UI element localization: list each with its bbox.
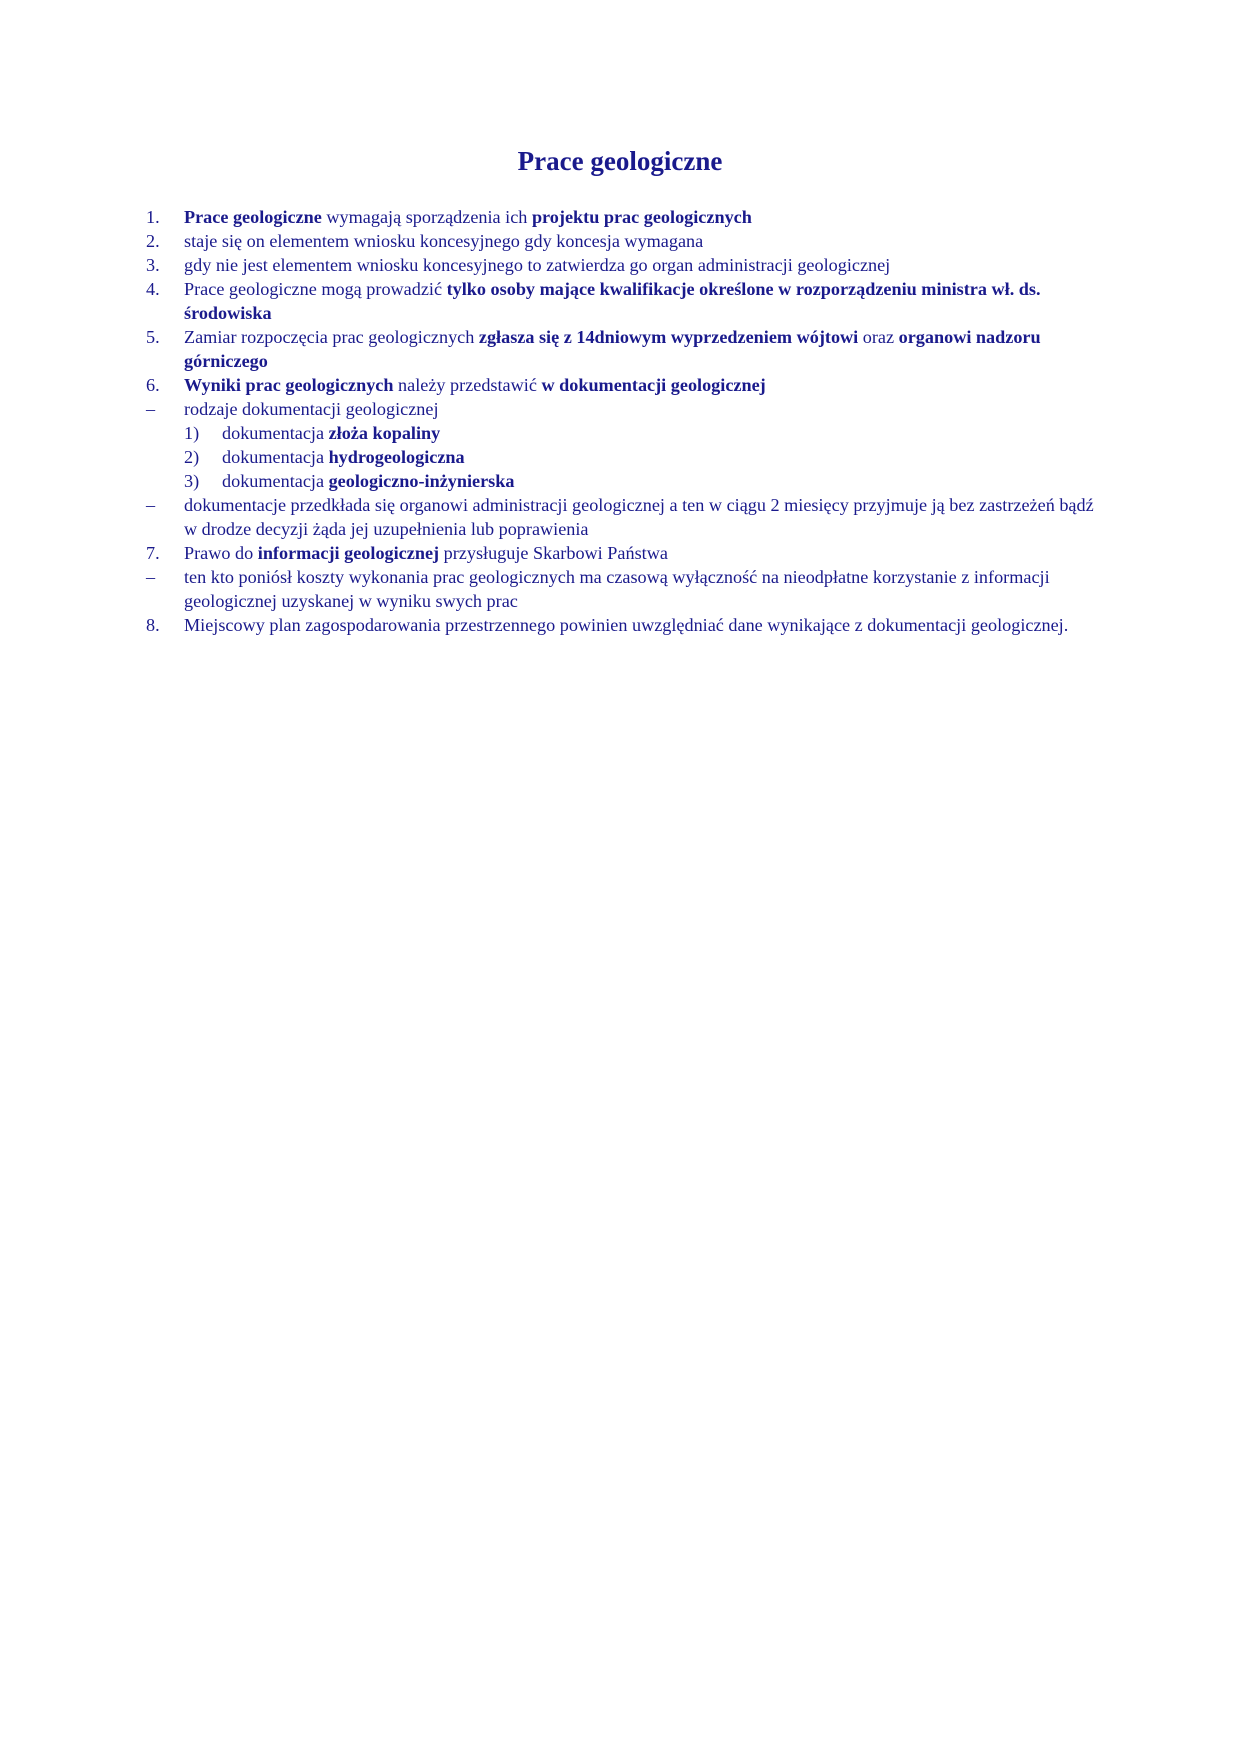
list-item-text	[222, 471, 514, 491]
list-marker: 7.	[146, 543, 160, 563]
plain-text: dokumentacja	[222, 447, 329, 467]
emphasis-text: hydrogeologiczna	[328, 447, 465, 467]
list-marker: 1)	[184, 423, 200, 443]
page-title: Prace geologiczne	[517, 146, 723, 176]
emphasis-text: zgłasza się z 14dniowym wyprzedzeniem wójtowi	[478, 327, 859, 347]
list-item	[146, 565, 1096, 613]
list-marker: 1.	[146, 207, 160, 227]
plain-text: należy przedstawić	[393, 375, 542, 395]
emphasis-text: złoża kopaliny	[328, 423, 441, 443]
plain-text: dokumentacja	[222, 423, 329, 443]
list-marker: –	[146, 567, 156, 587]
list-marker: 3.	[146, 255, 160, 275]
notes-list	[146, 205, 1096, 637]
list-item	[146, 541, 1096, 565]
list-marker: 2.	[146, 231, 160, 251]
list-marker: 6.	[146, 375, 160, 395]
list-marker: 2)	[184, 447, 200, 467]
emphasis-text: Prace geologiczne	[184, 207, 322, 227]
plain-text: dokumentacje przedkłada się organowi administracji geologicznej a ten w ciągu 2 miesięcy przyjmuje ją bez zastrzeżeń bądź w drodze decyzji żąda jej uzupełnienia lub poprawienia	[184, 495, 1094, 539]
emphasis-text: organowi nadzoru górniczego	[184, 327, 1041, 371]
list-marker: –	[146, 399, 156, 419]
list-item-text	[184, 543, 668, 563]
list-marker: 8.	[146, 615, 160, 635]
plain-text: oraz	[858, 327, 899, 347]
emphasis-text: informacji geologicznej	[257, 543, 440, 563]
list-item-text	[184, 399, 439, 419]
list-item	[146, 325, 1096, 373]
list-item	[146, 373, 1096, 397]
list-item-text	[222, 447, 465, 467]
plain-text: ten kto poniósł koszty wykonania prac geologicznych ma czasową wyłączność na nieodpłatne korzystanie z informacji geologicznej uzyskanej w wyniku swych prac	[184, 567, 1050, 611]
emphasis-text: projektu prac geologicznych	[531, 207, 752, 227]
emphasis-text: tylko osoby mające kwalifikacje określone w rozporządzeniu ministra wł. ds. środowiska	[184, 279, 1041, 323]
plain-text: gdy nie jest elementem wniosku koncesyjnego to zatwierdza go organ administracji geologicznej	[184, 255, 891, 275]
list-item	[146, 613, 1096, 637]
list-item-text	[184, 495, 1094, 539]
list-item-text	[222, 423, 440, 443]
list-marker: 5.	[146, 327, 160, 347]
emphasis-text: geologiczno-inżynierska	[328, 471, 515, 491]
list-item-text	[184, 375, 766, 395]
plain-text: rodzaje dokumentacji geologicznej	[184, 399, 439, 419]
plain-text: staje się on elementem wniosku koncesyjnego gdy koncesja wymagana	[184, 231, 704, 251]
list-item	[146, 229, 1096, 253]
list-item	[146, 493, 1096, 541]
list-item-text	[184, 279, 1041, 323]
plain-text: Miejscowy plan zagospodarowania przestrzennego powinien uwzględniać dane wynikające z dokumentacji geologicznej.	[184, 615, 1069, 635]
sub-list-item	[146, 445, 1096, 469]
list-marker: 3)	[184, 471, 200, 491]
plain-text: przysługuje Skarbowi Państwa	[439, 543, 668, 563]
list-item-text	[184, 615, 1068, 635]
list-item	[146, 397, 1096, 421]
list-item-text	[184, 207, 752, 227]
emphasis-text: Wyniki prac geologicznych	[184, 375, 394, 395]
list-item-text	[184, 567, 1050, 611]
plain-text: Zamiar rozpoczęcia prac geologicznych	[184, 327, 479, 347]
emphasis-text: w dokumentacji geologicznej	[541, 375, 766, 395]
list-marker: 4.	[146, 279, 160, 299]
sub-list-item	[146, 469, 1096, 493]
list-marker: –	[146, 495, 156, 515]
list-item	[146, 205, 1096, 229]
plain-text: Prace geologiczne mogą prowadzić	[184, 279, 447, 299]
list-item-text	[184, 255, 890, 275]
list-item	[146, 277, 1096, 325]
list-item-text	[184, 327, 1041, 371]
list-item	[146, 253, 1096, 277]
plain-text: dokumentacja	[222, 471, 329, 491]
plain-text: Prawo do	[184, 543, 258, 563]
list-item-text	[184, 231, 703, 251]
sub-list-item	[146, 421, 1096, 445]
plain-text: wymagają sporządzenia ich	[321, 207, 532, 227]
